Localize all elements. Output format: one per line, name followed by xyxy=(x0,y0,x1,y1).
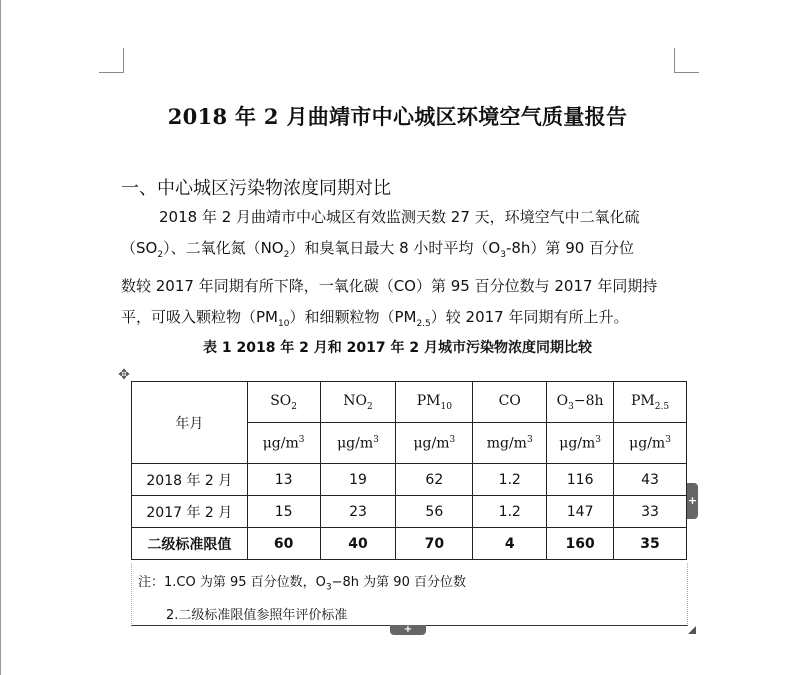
table-resize-handle-icon[interactable] xyxy=(688,626,696,634)
value-cell[interactable]: 70 xyxy=(396,528,473,560)
page-corner-mark-right xyxy=(674,48,699,73)
value-cell[interactable]: 15 xyxy=(247,496,320,528)
table-caption: 表 1 2018 年 2 月和 2017 年 2 月城市污染物浓度同期比较 xyxy=(202,340,593,356)
add-row-button[interactable]: + xyxy=(390,625,426,635)
table-header-row xyxy=(132,382,687,423)
table-notes-cell[interactable] xyxy=(131,563,688,626)
value-cell[interactable]: 35 xyxy=(614,528,687,560)
value-cell[interactable]: 56 xyxy=(396,496,473,528)
value-cell[interactable]: 1.2 xyxy=(473,496,547,528)
value-cell[interactable]: 33 xyxy=(614,496,687,528)
paragraph-line: 平，可吸入颗粒物$(PM_{10})$和细颗粒物$(PM_{2.5})$较 2017 年同期有所上升。 xyxy=(121,308,629,329)
value-cell[interactable]: 4 xyxy=(473,528,547,560)
page-corner-mark-left xyxy=(99,48,124,73)
value-cell[interactable]: 116 xyxy=(547,464,614,496)
unit-cell[interactable]: $\mu g/m^3$ xyxy=(396,423,473,464)
pollutant-cell-o3[interactable]: $O_3-8h$ xyxy=(547,382,614,423)
pollutant-cell-pm25[interactable]: $PM_{2.5}$ xyxy=(614,382,687,423)
pollutant-cell-co[interactable]: CO xyxy=(473,382,547,423)
body-paragraph xyxy=(121,202,691,340)
value-cell[interactable]: 40 xyxy=(320,528,396,560)
value-cell[interactable]: 160 xyxy=(547,528,614,560)
unit-cell[interactable]: $\mu g/m^3$ xyxy=(247,423,320,464)
row-label-cell[interactable]: 2018 年 2 月 xyxy=(132,464,248,496)
value-cell[interactable]: 13 xyxy=(247,464,320,496)
table-note-1: 注：1.CO 为第 95 百分位数，$O_3-8h$ 为第 90 百分位数 xyxy=(138,575,466,593)
value-cell[interactable]: 43 xyxy=(614,464,687,496)
paragraph-line: $(SO_2)$、二氧化氮$(NO_2)$和臭氧日最大 8 小时平均$(O_3-8h)$第 90 百分位 xyxy=(121,239,635,260)
table-row-standard-limit xyxy=(132,528,687,560)
pollutant-cell-no2[interactable]: $NO_2$ xyxy=(320,382,396,423)
pollutant-cell-pm10[interactable]: $PM_{10}$ xyxy=(396,382,473,423)
value-cell[interactable]: 1.2 xyxy=(473,464,547,496)
section-heading: 一、中心城区污染物浓度同期对比 xyxy=(121,178,391,199)
table-row-2017 xyxy=(132,496,687,528)
paragraph-line: 2018 年 2 月曲靖市中心城区有效监测天数 27 天，环境空气中二氧化硫 xyxy=(159,208,640,226)
unit-cell[interactable]: $\mu g/m^3$ xyxy=(614,423,687,464)
value-cell[interactable]: 60 xyxy=(247,528,320,560)
table-note-2: 2.二级标准限值参照年评价标准 xyxy=(166,608,348,623)
unit-cell[interactable]: $\mu g/m^3$ xyxy=(320,423,396,464)
pollution-comparison-table xyxy=(131,381,687,560)
row-label-cell[interactable]: 2017 年 2 月 xyxy=(132,496,248,528)
unit-cell[interactable]: $mg/m^3$ xyxy=(473,423,547,464)
paragraph-line: 数较 2017 年同期有所下降，一氧化碳（CO）第 95 百分位数与 2017 年同期持 xyxy=(121,277,658,295)
table-move-handle-icon[interactable]: ✥ xyxy=(118,367,130,383)
unit-cell[interactable]: $\mu g/m^3$ xyxy=(547,423,614,464)
table-row-2018 xyxy=(132,464,687,496)
value-cell[interactable]: 62 xyxy=(396,464,473,496)
value-cell[interactable]: 147 xyxy=(547,496,614,528)
add-column-button[interactable]: + xyxy=(687,483,698,519)
pollutant-cell-so2[interactable]: $SO_2$ xyxy=(247,382,320,423)
document-title: 2018 年 2 月曲靖市中心城区环境空气质量报告 xyxy=(167,104,628,129)
row-header-cell[interactable]: 年月 xyxy=(132,382,248,464)
value-cell[interactable]: 23 xyxy=(320,496,396,528)
row-label-cell[interactable]: 二级标准限值 xyxy=(132,528,248,560)
value-cell[interactable]: 19 xyxy=(320,464,396,496)
